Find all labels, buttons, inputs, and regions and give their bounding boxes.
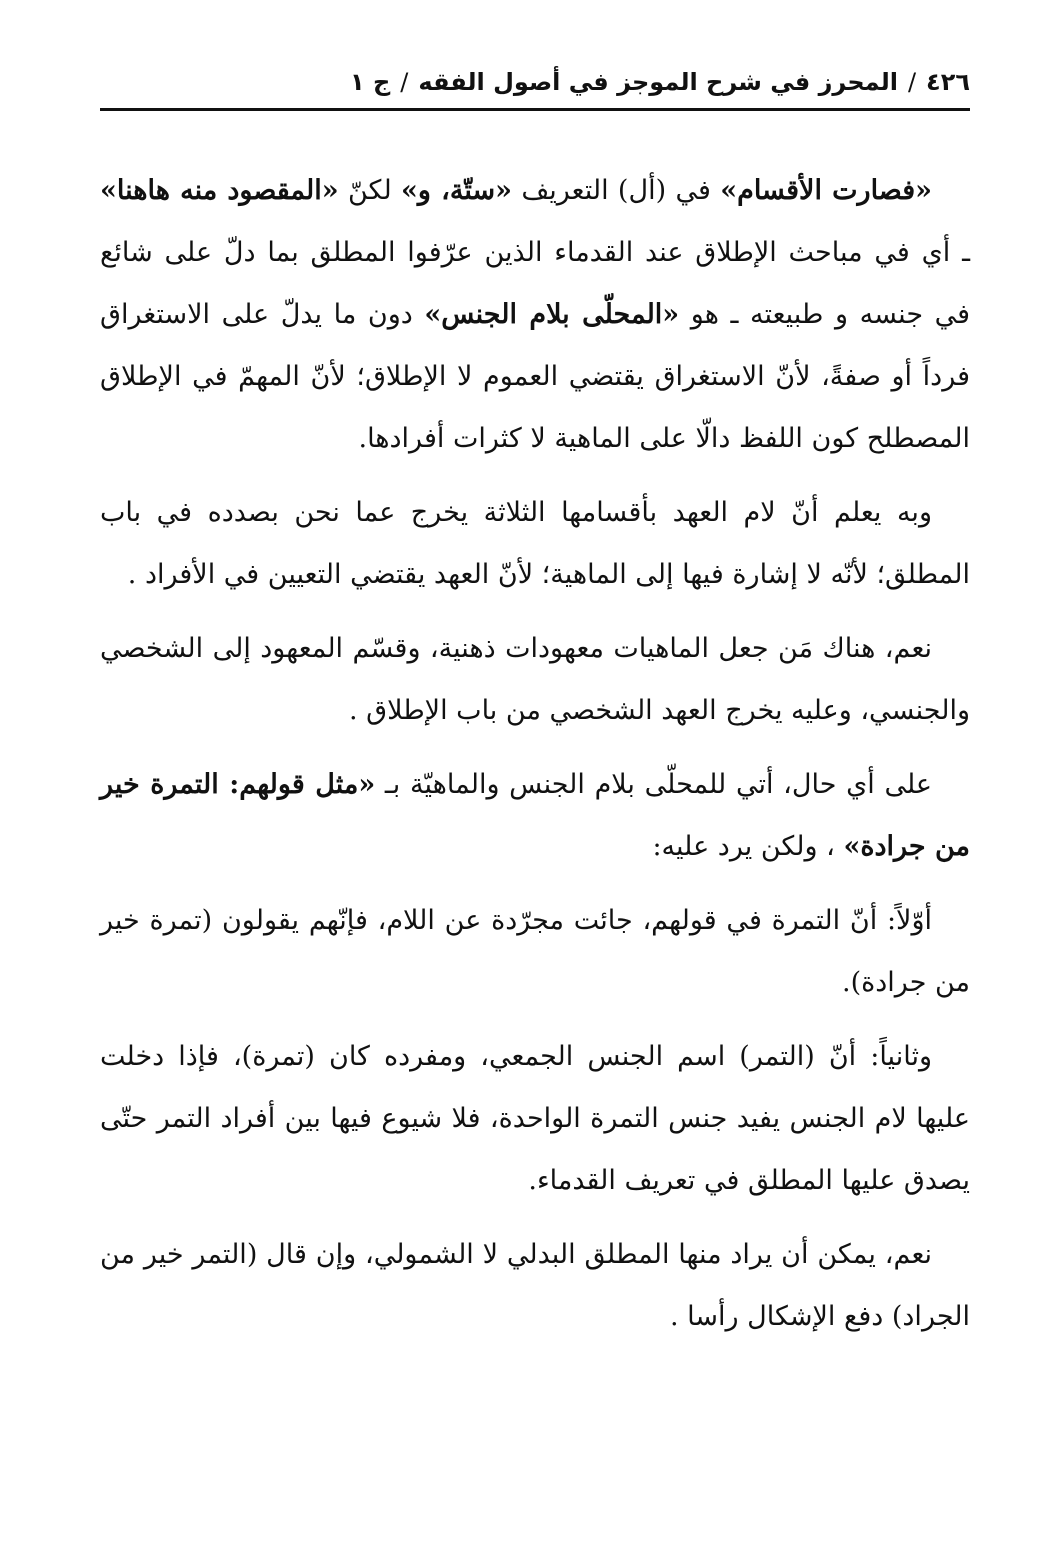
bold-phrase: «المحلّى بلام الجنس»	[424, 299, 680, 330]
text-run: ـ أي في مباحث الإطلاق عند القدماء الذين عرّفوا المطلق بما دلّ على شائع في جنسه و طبيعته ـ هو	[100, 237, 970, 330]
bold-phrase: «مثل قولهم: التمرة خير من جرادة»	[100, 769, 970, 862]
paragraph	[100, 1224, 970, 1348]
paragraph	[100, 482, 970, 606]
running-header	[100, 58, 970, 106]
text-run: أوّلاً: أنّ التمرة في قولهم، جائت مجرّدة عن اللام، فإنّهم يقولون (تمرة خير من جرادة).	[100, 905, 970, 998]
text-run: وثانياً: أنّ (التمر) اسم الجنس الجمعي، ومفرده كان (تمرة)، فإذا دخلت عليها لام الجنس يفيد جنس التمرة الواحدة، فلا شيوع فيها بين أفراد التمر حتّى يصدق عليها المطلق في تعريف القدماء.	[100, 1041, 970, 1196]
text-run: دون ما يدلّ على الاستغراق فرداً أو صفةً، لأنّ الاستغراق يقتضي العموم لا الإطلاق؛ لأنّ المهمّ في الإطلاق المصطلح كون اللفظ دالّا على الماهية لا كثرات أفرادها.	[100, 299, 970, 454]
book-page	[100, 0, 970, 1542]
body-text	[100, 160, 970, 1360]
text-run: نعم، يمكن أن يراد منها المطلق البدلي لا الشمولي، وإن قال (التمر خير من الجراد) دفع الإشكال رأسا .	[100, 1239, 970, 1332]
paragraph	[100, 754, 970, 878]
paragraph	[100, 1026, 970, 1212]
paragraph	[100, 160, 970, 470]
volume-label: ج ١	[349, 68, 391, 96]
header-rule	[100, 108, 970, 111]
text-run: في (أل) التعريف	[511, 175, 721, 206]
bold-phrase: «فصارت الأقسام»	[720, 175, 932, 206]
paragraph	[100, 890, 970, 1014]
text-run: لكنّ	[338, 175, 402, 206]
header-separator: /	[400, 68, 409, 96]
bold-phrase: «المقصود منه هاهنا»	[100, 175, 339, 206]
text-run: نعم، هناك مَن جعل الماهيات معهودات ذهنية، وقسّم المعهود إلى الشخصي والجنسي، وعليه يخرج العهد الشخصي من باب الإطلاق .	[100, 633, 970, 726]
bold-phrase: «ستّة، و»	[401, 175, 512, 206]
header-separator: /	[907, 68, 917, 96]
page-number: ٤٢٦	[926, 68, 970, 96]
paragraph	[100, 618, 970, 742]
text-run: ، ولكن يرد عليه:	[652, 831, 844, 862]
text-run: وبه يعلم أنّ لام العهد بأقسامها الثلاثة يخرج عما نحن بصدده في باب المطلق؛ لأنّه لا إشارة فيها إلى الماهية؛ لأنّ العهد يقتضي التعيين في الأفراد .	[100, 497, 970, 590]
book-title: المحرز في شرح الموجز في أصول الفقه	[418, 68, 898, 96]
text-run: على أي حال، أتي للمحلّى بلام الجنس والماهيّة بـ	[375, 769, 933, 800]
